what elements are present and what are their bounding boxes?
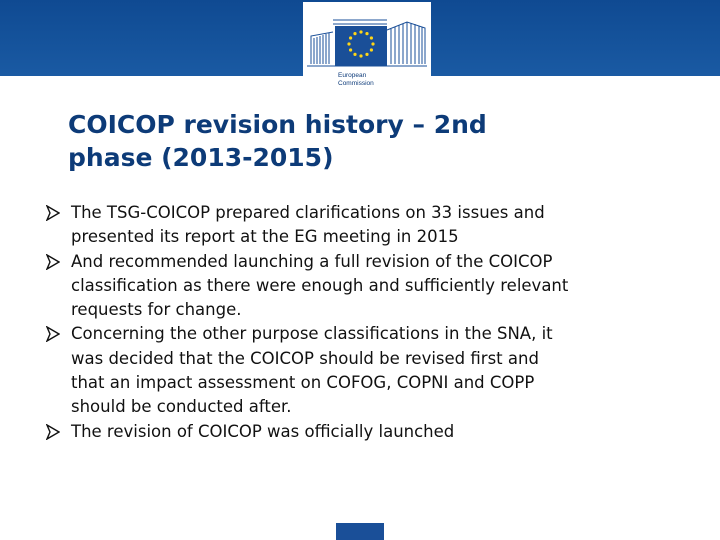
bullet-line: The TSG-COICOP prepared clarifications on 33 issues and <box>71 203 545 222</box>
bullet-line: requests for change. <box>71 300 242 320</box>
bullet-line: was decided that the COICOP should be revised first and <box>71 348 539 368</box>
logo-line: European <box>338 72 367 79</box>
bullet-line: presented its report at the EG meeting in 2015 <box>71 227 459 247</box>
eu-flag-building-icon <box>303 2 431 74</box>
bullet-item <box>46 420 696 444</box>
arrowhead-bullet-icon <box>46 424 60 440</box>
logo-caption <box>338 72 428 88</box>
bullet-item <box>46 322 696 419</box>
bullet-line: should be conducted after. <box>71 397 292 417</box>
arrowhead-bullet-icon <box>46 205 60 221</box>
bullet-list <box>46 201 696 444</box>
bullet-line: Concerning the other purpose classifications in the SNA, it <box>71 324 553 344</box>
logo-line: Commission <box>338 80 374 87</box>
bullet-item <box>46 201 696 250</box>
slide-title <box>68 108 668 174</box>
bullet-line: that an impact assessment on COFOG, COPNI and COPP <box>71 373 535 393</box>
bullet-line: And recommended launching a full revision of the COICOP <box>71 251 553 271</box>
bullet-line: The revision of COICOP was officially launched <box>71 421 455 441</box>
footer-accent-bar <box>336 523 384 540</box>
title-line: COICOP revision history – 2nd <box>68 110 487 139</box>
arrowhead-bullet-icon <box>46 254 60 270</box>
bullet-item <box>46 250 696 323</box>
arrowhead-bullet-icon <box>46 326 60 342</box>
bullet-line: classification as there were enough and sufficiently relevant <box>71 275 569 295</box>
european-commission-logo <box>303 2 431 100</box>
title-line: phase (2013-2015) <box>68 143 334 172</box>
